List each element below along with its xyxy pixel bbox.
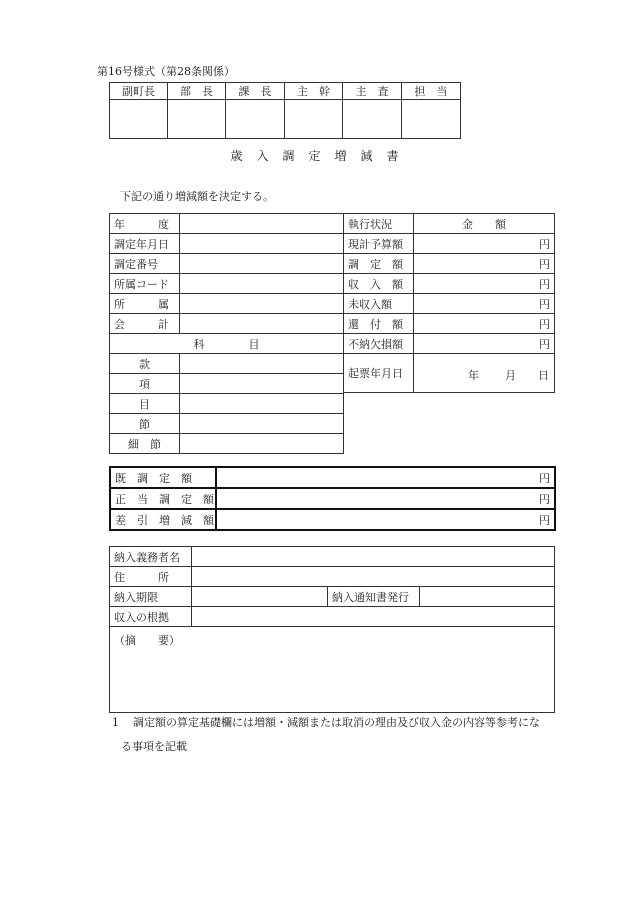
value-kaikei[interactable]: [180, 314, 344, 334]
label-kanpu-gaku: 還 付 額: [344, 314, 414, 334]
adjust-table: [109, 466, 556, 531]
note-line-2: る事項を記載: [121, 740, 187, 753]
stamp-cell[interactable]: [285, 100, 343, 139]
label-shikko-jokyo: 執行状況: [344, 214, 414, 234]
label-sashihiki-zogen: 差 引 増 減 額: [110, 509, 216, 530]
label-chotei-date: 調定年月日: [110, 234, 180, 254]
label-payer-address: 住 所: [110, 567, 192, 587]
kihyo-hi: 日: [538, 369, 549, 382]
value-chotei-number[interactable]: [180, 254, 344, 274]
stamp-header-fukuchocho: 副町長: [110, 83, 168, 100]
yen-unit: 円: [539, 492, 550, 506]
stamp-header-kacho: 課 長: [226, 83, 285, 100]
value-kihyo-date[interactable]: [414, 354, 555, 393]
label-shunyu-gaku: 収 入 額: [344, 274, 414, 294]
label-payer-name: 納入義務者名: [110, 547, 192, 567]
yen-unit: 円: [539, 337, 550, 351]
stamp-header-tanto: 担 当: [402, 83, 461, 100]
value-funo-kesson[interactable]: [414, 334, 555, 354]
value-saisetsu[interactable]: [180, 434, 344, 454]
value-sashihiki-zogen[interactable]: [216, 509, 555, 530]
info-table: [109, 213, 344, 454]
value-genkei-yosan[interactable]: [414, 234, 555, 254]
label-seito-chotei-gaku: 正 当 調 定 額: [110, 488, 216, 509]
value-payer-name[interactable]: [192, 547, 555, 567]
label-setsu: 節: [110, 414, 180, 434]
stamp-table: [109, 82, 461, 139]
kihyo-nen: 年: [468, 369, 479, 382]
label-deadline: 納入期限: [110, 587, 192, 607]
value-shunyu-gaku[interactable]: [414, 274, 555, 294]
value-kanpu-gaku[interactable]: [414, 314, 555, 334]
yen-unit: 円: [539, 237, 550, 251]
label-kaikei: 会 計: [110, 314, 180, 334]
status-table: [343, 213, 555, 393]
label-kichotei-gaku: 既 調 定 額: [110, 467, 216, 488]
value-kichotei-gaku[interactable]: [216, 467, 555, 488]
stamp-cell[interactable]: [402, 100, 461, 139]
stamp-header-shusa: 主 査: [343, 83, 402, 100]
value-kan[interactable]: [180, 354, 344, 374]
value-seito-chotei-gaku[interactable]: [216, 488, 555, 509]
kamoku-header: 科 目: [110, 334, 344, 354]
form-label: 第16号様式（第28条関係）: [97, 65, 235, 78]
yen-unit: 円: [539, 317, 550, 331]
label-mishunyu-gaku: 未収入額: [344, 294, 414, 314]
label-genkei-yosan: 現計予算額: [344, 234, 414, 254]
label-kan: 款: [110, 354, 180, 374]
summary-label: （摘 要）: [114, 634, 180, 647]
yen-unit: 円: [539, 257, 550, 271]
value-ko[interactable]: [180, 374, 344, 394]
stamp-header-shukan: 主 幹: [285, 83, 343, 100]
value-notice-issued[interactable]: [420, 587, 555, 607]
stamp-cell[interactable]: [110, 100, 168, 139]
stamp-cell[interactable]: [168, 100, 226, 139]
label-nendo: 年 度: [110, 214, 180, 234]
label-kihyo-date: 起票年月日: [344, 354, 414, 393]
yen-unit: 円: [539, 513, 550, 527]
yen-unit: 円: [539, 277, 550, 291]
value-setsu[interactable]: [180, 414, 344, 434]
label-shozoku: 所 属: [110, 294, 180, 314]
label-chotei-gaku: 調 定 額: [344, 254, 414, 274]
value-shozoku-code[interactable]: [180, 274, 344, 294]
value-chotei-date[interactable]: [180, 234, 344, 254]
kihyo-tsuki: 月: [505, 369, 516, 382]
page-title: 歳 入 調 定 増 減 書: [230, 149, 400, 163]
label-ko: 項: [110, 374, 180, 394]
value-nendo[interactable]: [180, 214, 344, 234]
label-chotei-number: 調定番号: [110, 254, 180, 274]
stamp-cell[interactable]: [343, 100, 402, 139]
value-shozoku[interactable]: [180, 294, 344, 314]
value-deadline[interactable]: [192, 587, 328, 607]
value-revenue-basis[interactable]: [192, 607, 555, 627]
label-revenue-basis: 収入の根拠: [110, 607, 192, 627]
intro-text: 下記の通り増減額を決定する。: [120, 190, 274, 203]
label-shozoku-code: 所属コード: [110, 274, 180, 294]
value-moku[interactable]: [180, 394, 344, 414]
stamp-header-bucho: 部 長: [168, 83, 226, 100]
label-funo-kesson: 不納欠損額: [344, 334, 414, 354]
value-chotei-gaku[interactable]: [414, 254, 555, 274]
value-payer-address[interactable]: [192, 567, 555, 587]
yen-unit: 円: [539, 297, 550, 311]
label-notice-issued: 納入通知書発行: [328, 587, 420, 607]
note-line-1: 調定額の算定基礎欄には増額・減額または取消の理由及び収入金の内容等参考にな: [133, 716, 540, 729]
summary-area[interactable]: [110, 627, 555, 713]
stamp-cell[interactable]: [226, 100, 285, 139]
label-kingaku: 金 額: [414, 214, 555, 234]
label-saisetsu: 細 節: [110, 434, 180, 454]
note-number: 1: [112, 716, 119, 729]
label-moku: 目: [110, 394, 180, 414]
payer-table: [109, 546, 555, 713]
yen-unit: 円: [539, 471, 550, 485]
value-mishunyu-gaku[interactable]: [414, 294, 555, 314]
